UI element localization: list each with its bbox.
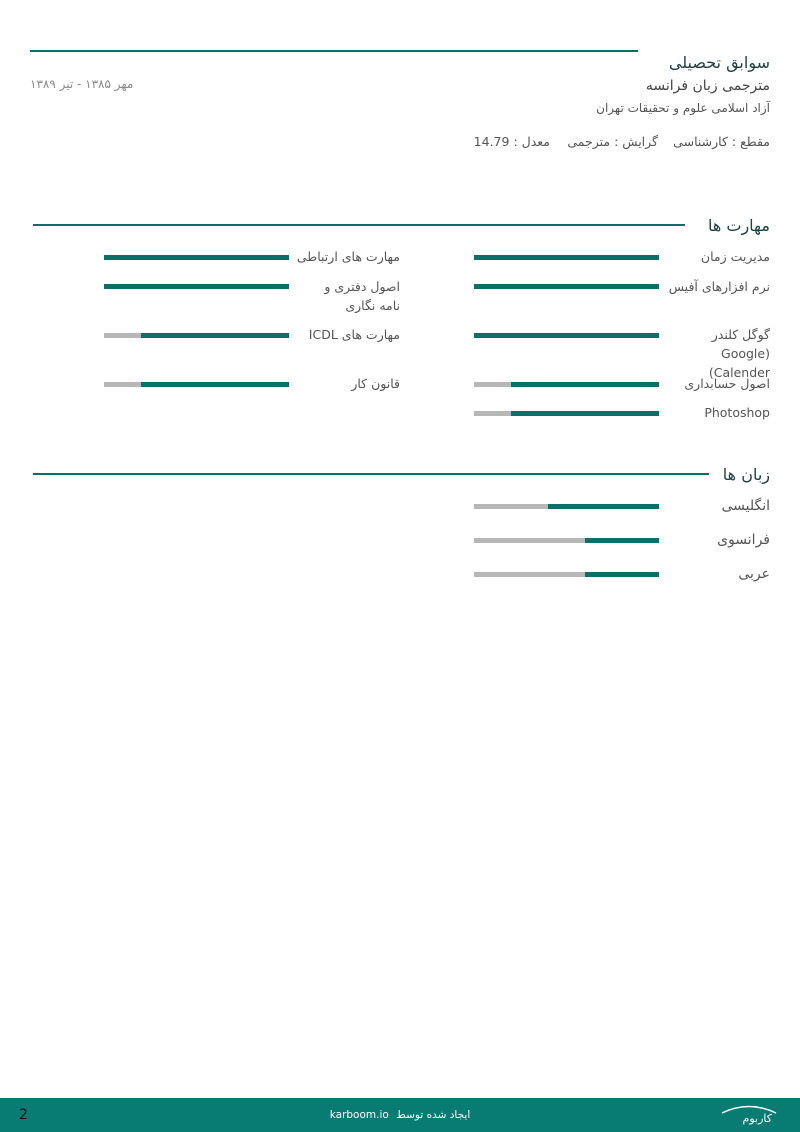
skill-bar bbox=[474, 333, 659, 338]
skill-label: مهارت های ارتباطی bbox=[296, 249, 400, 264]
skill-label: گوگل کلندر (Google Calender) bbox=[708, 327, 770, 380]
language-label: فرانسوی bbox=[717, 532, 770, 548]
skill-bar-fill bbox=[141, 382, 289, 387]
language-label: عربی bbox=[738, 566, 770, 582]
language-bar bbox=[474, 504, 659, 509]
language-bar bbox=[474, 538, 659, 543]
skill-label: قانون کار bbox=[351, 376, 400, 391]
footer-credit bbox=[0, 1109, 800, 1121]
skill-bar-fill bbox=[474, 333, 659, 338]
language-bar-fill bbox=[585, 538, 659, 543]
skill-bar-fill bbox=[104, 255, 289, 260]
skill-label: نرم افزارهای آفیس bbox=[668, 279, 770, 294]
skill-label: مدیریت زمان bbox=[700, 249, 770, 264]
skill-bar bbox=[474, 411, 659, 416]
logo-text: کاربوم bbox=[742, 1112, 772, 1125]
skill-bar-fill bbox=[511, 382, 659, 387]
education-date-range: مهر ۱۳۸۵ - تیر ۱۳۸۹ bbox=[30, 77, 134, 91]
skill-label: اصول دفتری و نامه نگاری bbox=[324, 279, 400, 313]
footer-site-link[interactable]: karboom.io bbox=[329, 1109, 389, 1121]
education-gpa: معدل : 14.79 bbox=[473, 134, 550, 149]
skill-bar-fill bbox=[474, 284, 659, 289]
education-field: مترجمی زبان فرانسه bbox=[645, 78, 770, 94]
education-university: آزاد اسلامی علوم و تحقیقات تهران bbox=[596, 101, 770, 115]
language-bar-fill bbox=[585, 572, 659, 577]
karboom-logo[interactable] bbox=[718, 1104, 780, 1128]
page-footer bbox=[0, 1098, 800, 1132]
education-major: گرایش : مترجمی bbox=[567, 134, 658, 149]
skills-divider bbox=[33, 224, 685, 226]
skill-bar bbox=[104, 255, 289, 260]
skill-bar-fill bbox=[511, 411, 659, 416]
skill-label: Photoshop bbox=[704, 405, 770, 420]
skill-bar bbox=[474, 382, 659, 387]
skills-title: مهارت ها bbox=[707, 216, 770, 235]
languages-divider bbox=[33, 473, 709, 475]
skill-label: اصول حسابداری bbox=[684, 376, 770, 391]
footer-created-by: ایجاد شده توسط bbox=[396, 1109, 471, 1121]
education-title: سوابق تحصیلی bbox=[668, 53, 770, 72]
skill-bar bbox=[474, 284, 659, 289]
language-label: انگلیسی bbox=[721, 498, 770, 514]
skill-bar-fill bbox=[104, 284, 289, 289]
languages-title: زبان ها bbox=[722, 465, 770, 484]
skill-bar bbox=[104, 333, 289, 338]
education-divider bbox=[30, 50, 638, 52]
skill-bar bbox=[104, 382, 289, 387]
skill-bar-fill bbox=[474, 255, 659, 260]
skill-bar bbox=[474, 255, 659, 260]
skill-label: مهارت های ICDL bbox=[308, 327, 400, 342]
language-bar bbox=[474, 572, 659, 577]
language-bar-fill bbox=[548, 504, 659, 509]
page-number: 2 bbox=[19, 1107, 28, 1123]
skill-bar-fill bbox=[141, 333, 289, 338]
education-degree: مقطع : کارشناسی bbox=[673, 134, 770, 149]
skill-bar bbox=[104, 284, 289, 289]
